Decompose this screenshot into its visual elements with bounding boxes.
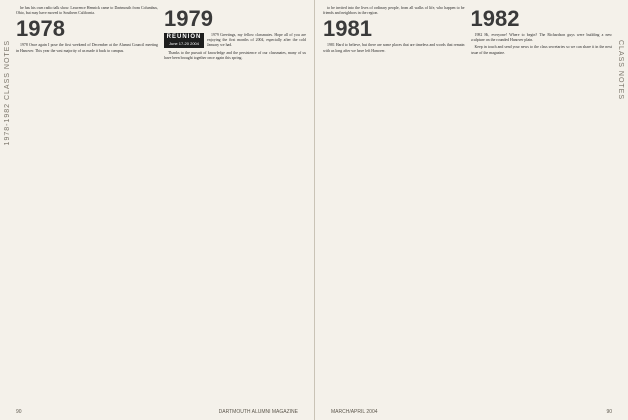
- footer-left: [16, 409, 298, 415]
- right-page: [314, 0, 628, 420]
- page-number: 90: [16, 409, 22, 415]
- note-paragraph: 1978 Once again I pose the first weekend of December at the Alumni Council meeting in Hanover. This year the vast majority of us made it back to campus.: [16, 43, 158, 53]
- reunion-badge: [164, 33, 204, 48]
- column-4: [471, 6, 613, 402]
- note-paragraph: to be invited into the lives of ordinary people, from all walks of life, who happen to be friends and neighbors in the region.: [323, 6, 465, 16]
- note-paragraph: Keep in touch and send your news to the class secretaries so we can share it in the next issue of the magazine.: [470, 45, 612, 55]
- column-1: [16, 6, 158, 402]
- note-paragraph: Thanks to the pursuit of knowledge and the persistence of our classmates, many of us have been brought together once again this spring.: [164, 50, 306, 60]
- class-year-1978: 1978: [16, 16, 65, 42]
- right-columns: [323, 6, 612, 402]
- note-paragraph: 1982 Hi, everyone! Where to begin? The Richardson guys were building a new sculpture on the rounded Hanover plain.: [470, 33, 612, 43]
- column-3: [323, 6, 465, 402]
- reunion-title: REUNION: [166, 34, 202, 40]
- issue-date: MARCH/APRIL 2004: [331, 409, 378, 415]
- note-paragraph: 1981 Hard to believe, but there are some places that are timeless and words that remain with us long after we have left Hanover.: [323, 43, 465, 53]
- page-number: 90: [606, 409, 612, 415]
- magazine-name: DARTMOUTH ALUMNI MAGAZINE: [218, 409, 298, 415]
- footer-right: [331, 409, 612, 415]
- spine-label-left: 1978-1982 CLASS NOTES: [4, 40, 11, 146]
- class-year-1982: 1982: [470, 6, 520, 31]
- note-paragraph: he has his own radio talk show. Lawrence Hennick came to Dartmouth from Columbus, Ohio, but may have moved to Southern California.: [16, 6, 158, 16]
- column-2: [164, 6, 306, 402]
- spine-label-right: CLASS NOTES: [617, 40, 624, 101]
- reunion-dates: June 17-20 2004: [168, 41, 200, 47]
- class-year-1979: 1979: [164, 6, 213, 31]
- note-paragraph: 1979 Greetings, my fellow classmates. Hope all of you are enjoying the first months of 2004, especially after the cold January we had.: [207, 33, 306, 48]
- left-columns: [16, 6, 306, 402]
- class-year-1981: 1981: [323, 16, 372, 42]
